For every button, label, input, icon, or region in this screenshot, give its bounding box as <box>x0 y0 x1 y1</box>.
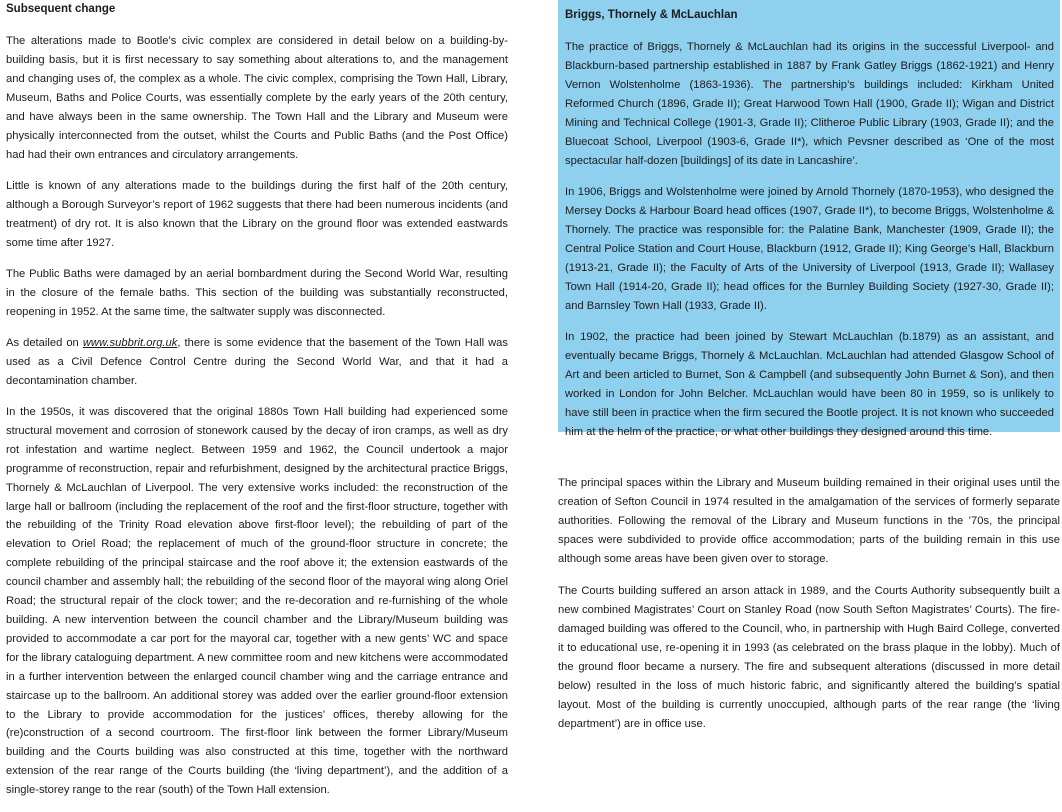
paragraph-public-baths: The Public Baths were damaged by an aerial bombardment during the Second World War, resulting in the closure of the female baths. This section of the building was substantially reconstructed, reopening in 1952. At the same time, the saltwater supply was disconnected. <box>6 268 508 318</box>
paragraph-civic-complex: The alterations made to Bootle’s civic complex are considered in detail below on a building-by-building basis, but it is first necessary to say something about alterations to, and the management and changing uses of, the complex as a whole. The civic complex, comprising the Town Hall, Library, Museum, Baths and Police Courts, was essentially complete by the early years of the 20th century, and have always been in the same ownership. The Town Hall and the Library and Museum were physically interconnected from the outset, whilst the Courts and Public Baths (and the Post Office) had had their own entrances and circulatory arrangements. <box>6 35 508 161</box>
subbrit-link[interactable]: www.subbrit.org.uk <box>82 337 178 349</box>
paragraph-courts-building: The Courts building suffered an arson attack in 1989, and the Courts Authority subsequently built a new combined Magistrates’ Court on Stanley Road (now South Sefton Magistrates’ Courts). The fire-damaged building was offered to the Council, who, in partnership with Hugh Baird College, converted it to educational use, re-opening it in 1993 (as celebrated on the brass plaque in the lobby). Much of the ground floor became a nursery. The fire and subsequent alterations (discussed in more detail below) resulted in the loss of much historic fabric, and significantly altered the building’s spatial layout. Most of the building is currently unoccupied, although parts of the rear range (the ‘living department’) are in office use. <box>558 585 1060 730</box>
paragraph-civil-defence-post: , there is some evidence that the basement of the Town Hall was used as a Civil Defence Control Centre during the Second World War, and that it had a decontamination chamber. <box>6 337 509 387</box>
paragraph-reconstruction: In the 1950s, it was discovered that the original 1880s Town Hall building had experienced some structural movement and corrosion of stonework caused by the decay of iron cramps, as well as dry rot infestation and wartime neglect. Between 1959 and 1962, the Council undertook a major programme of reconstruction, repair and refurbishment, designed by the architectural practice Briggs, Thornely & McLauchlan of Liverpool. The very extensive works included: the reconstruction of the large hall or ballroom (including the replacement of the roof and the first-floor structure, together with the rebuilding of the Trinity Road elevation above first-floor level); the rebuilding of part of the elevation to Oriel Road; the replacement of much of the ground-floor structure in concrete; the complete rebuilding of the principal staircase and the roof above it; the extension eastwards of the council chamber and assembly hall; the rebuilding of the second floor of the mayoral wing along Oriel Road; the structural repair of the clock tower; and the re-decoration and re-furnishing of the whole building. A new intervention between the council chamber and the Library/Museum building was provided to accommodate a car port for the mayoral car, together with a new gents’ WC and space for the library cataloguing department. A new committee room and new kitchens were accommodated in a further intervention between the enlarged council chamber wing and the carriage entrance and staircase up to the ballroom. An additional storey was added over the earlier ground-floor extension to the Library to provide accommodation for the justices’ offices, thereby allowing for the (re)construction of a second courtroom. The first-floor link between the former Library/Museum building and the Courts building was also constructed at this time, together with the northward extension of the rear range of the Courts building (the ‘living department’), and the addition of a single-storey range to the rear (south) of the Town Hall extension. <box>6 406 508 797</box>
left-column <box>6 0 508 812</box>
architects-sidebar-box <box>558 0 1060 438</box>
sidebar-paragraph-origins: The practice of Briggs, Thornely & McLauchlan had its origins in the successful Liverpool- and Blackburn-based partnership established in 1887 by Frank Gatley Briggs (1862-1921) and Henry Vernon Wolstenholme (1863-1936). The partnership’s buildings included: Kirkham United Reformed Church (1896, Grade II); Great Harwood Town Hall (1900, Grade II); Wigan and District Mining and Technical College (1901-3, Grade II); Clitheroe Public Library (1903, Grade II); and the Bluecoat School, Liverpool (1903-6, Grade II*), which Pevsner described as ‘One of the most spectacular half-dozen [buildings] of its date in Lancashire’. <box>565 41 1054 167</box>
sidebar-heading: Briggs, Thornely & McLauchlan <box>565 9 738 21</box>
right-column <box>558 0 1060 747</box>
paragraph-civil-defence-pre: As detailed on <box>6 337 83 349</box>
paragraph-early-alterations: Little is known of any alterations made to the buildings during the first half of the 20th century, although a Borough Surveyor’s report of 1962 suggests that there had been numerous incidents (and treatment) of dry rot. It is also known that the Library on the ground floor was extended eastwards some time after 1927. <box>6 180 508 249</box>
section-heading: Subsequent change <box>6 3 116 15</box>
right-body <box>558 432 1060 734</box>
sidebar-paragraph-mclauchlan: In 1902, the practice had been joined by Stewart McLauchlan (b.1879) as an assistant, and eventually became Briggs, Thornely & McLauchlan. McLauchlan had attended Glasgow School of Art and been articled to Burnet, Son & Campbell (and subsequently John Burnet & Son), and then worked in London for John Belcher. McLauchlan would have been 80 in 1959, so is unlikely to have still been in practice when the firm secured the Bootle project. It is not known who succeeded him at the helm of the practice, or what other buildings they designed around this time. <box>565 331 1054 438</box>
sidebar-paragraph-thornely: In 1906, Briggs and Wolstenholme were joined by Arnold Thornely (1870-1953), who designed the Mersey Docks & Harbour Board head offices (1907, Grade II*), to become Briggs, Wolstenholme & Thornely. The practice was responsible for: the Palatine Bank, Manchester (1909, Grade II); the Central Police Station and Court House, Blackburn (1912, Grade II); King George’s Hall, Blackburn (1913-21, Grade II); the Faculty of Arts of the University of Liverpool (1913, Grade II); Wallasey Town Hall (1914-20, Grade II); head offices for the Burnley Building Society (1927-30, Grade II); and Barnsley Town Hall (1933, Grade II). <box>565 186 1054 312</box>
paragraph-library-museum: The principal spaces within the Library and Museum building remained in their original uses until the creation of Sefton Council in 1974 resulted in the amalgamation of the services of formerly separate authorities. Following the removal of the Library and Museum functions in the ’70s, the principal spaces were subdivided to provide office accommodation; parts of the building remain in this use although some areas have been given over to storage. <box>558 477 1060 565</box>
paragraph-civil-defence <box>6 334 508 391</box>
